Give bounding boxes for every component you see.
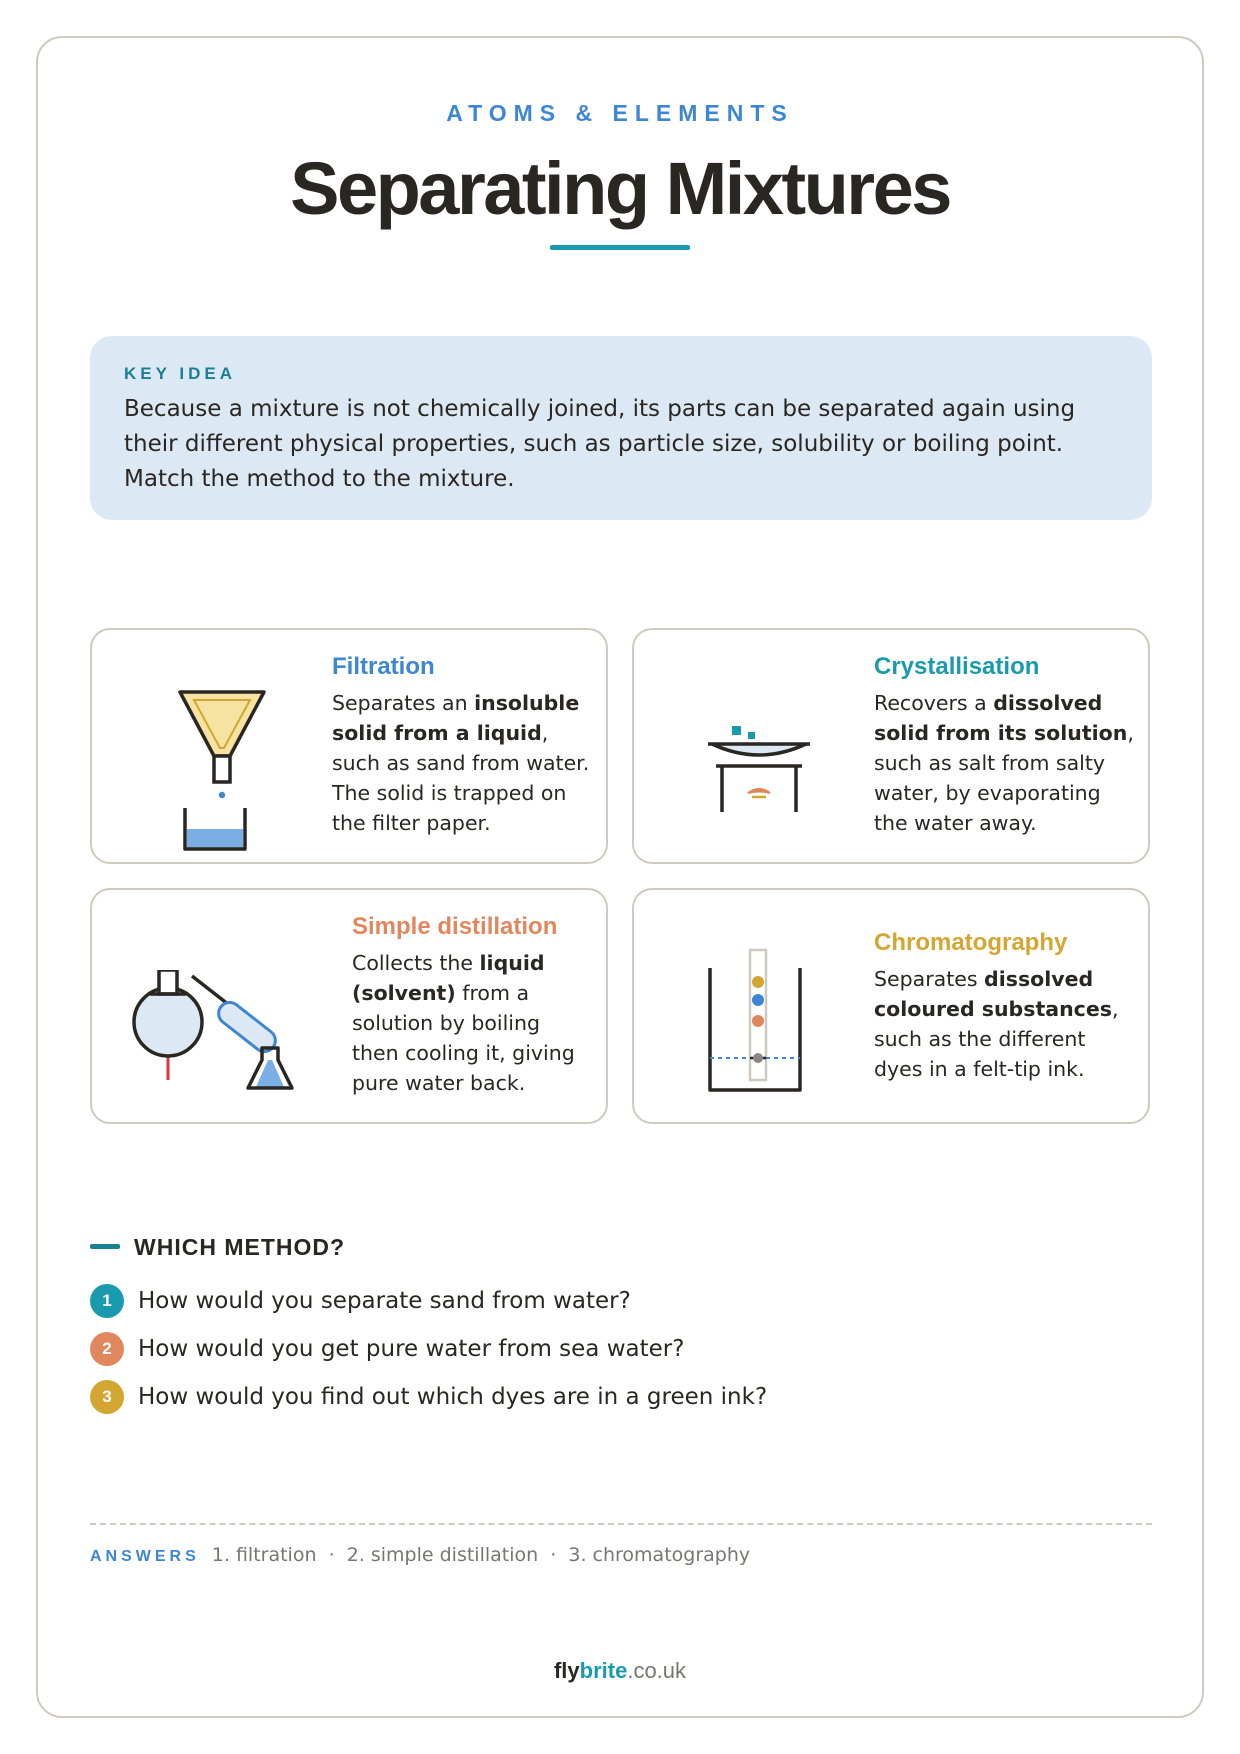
method-card-filtration xyxy=(90,628,608,864)
distillation-title: Simple distillation xyxy=(352,913,558,940)
questions-heading xyxy=(90,1234,345,1261)
topic-eyebrow: ATOMS & ELEMENTS xyxy=(446,100,794,126)
question-number-badge: 1 xyxy=(90,1284,124,1318)
question-number-badge: 3 xyxy=(90,1380,124,1414)
chromatography-description xyxy=(874,928,1134,1084)
question-item xyxy=(90,1332,684,1366)
method-card-chromatography xyxy=(632,888,1150,1124)
crystallisation-title: Crystallisation xyxy=(874,653,1040,680)
crystallisation-text-2: , such as salt from salty water, by evaporating the water away. xyxy=(874,721,1134,835)
crystallisation-description xyxy=(874,652,1134,838)
heading-dash xyxy=(90,1244,120,1249)
title-underline xyxy=(550,245,690,250)
filtration-text-2: , such as sand from water. The solid is trapped on the filter paper. xyxy=(332,721,590,835)
footer-brand xyxy=(0,1658,1240,1684)
chromatography-text-2: , such as the different dyes in a felt-tip ink. xyxy=(874,997,1119,1081)
evaporating-dish-icon xyxy=(704,720,814,830)
chromatography-paper-icon xyxy=(704,946,814,1106)
distillation-text-bold: liquid (solvent) xyxy=(352,951,545,1005)
brand-part-brite: brite xyxy=(579,1658,628,1683)
filtration-description xyxy=(332,652,592,838)
distillation-text-1: Collects the xyxy=(352,951,480,975)
brand-part-fly: fly xyxy=(553,1658,580,1683)
questions-heading-text: WHICH METHOD? xyxy=(134,1234,346,1260)
crystallisation-text-bold: dissolved solid from its solution xyxy=(874,691,1128,745)
filtration-title: Filtration xyxy=(332,653,435,680)
filtration-text-1: Separates an xyxy=(332,691,475,715)
question-item xyxy=(90,1284,631,1318)
key-idea-box xyxy=(90,336,1152,520)
method-card-distillation xyxy=(90,888,608,1124)
answers-label: ANSWERS xyxy=(90,1548,200,1565)
question-number-badge: 2 xyxy=(90,1332,124,1366)
answers-line xyxy=(90,1544,750,1566)
answers-text: 1. filtration · 2. simple distillation · 3. chromatography xyxy=(211,1544,751,1566)
key-idea-text: Because a mixture is not chemically joined, its parts can be separated again using their different physical properties, such as particle size, solubility or boiling point. Match the method to the mixture. xyxy=(124,396,1076,492)
question-text: How would you get pure water from sea water? xyxy=(138,1336,685,1362)
filter-funnel-icon xyxy=(172,684,282,854)
question-item xyxy=(90,1380,767,1414)
distillation-description xyxy=(352,912,592,1098)
crystallisation-text-1: Recovers a xyxy=(874,691,994,715)
question-text: How would you find out which dyes are in a green ink? xyxy=(138,1384,768,1410)
page-title: Separating Mixtures xyxy=(290,147,950,230)
distillation-apparatus-icon xyxy=(132,970,322,1120)
question-text: How would you separate sand from water? xyxy=(138,1288,631,1314)
method-card-crystallisation xyxy=(632,628,1150,864)
chromatography-text-bold: dissolved coloured substances xyxy=(874,967,1112,1021)
chromatography-text-1: Separates xyxy=(874,967,985,991)
page-frame xyxy=(36,36,1204,1718)
distillation-text-2: from a solution by boiling then cooling it, giving pure water back. xyxy=(352,981,575,1095)
brand-domain: .co.uk xyxy=(627,1658,687,1683)
filtration-text-bold: insoluble solid from a liquid xyxy=(332,691,580,745)
chromatography-title: Chromatography xyxy=(874,929,1068,956)
answers-divider xyxy=(90,1523,1152,1525)
key-idea-label: KEY IDEA xyxy=(124,364,236,383)
